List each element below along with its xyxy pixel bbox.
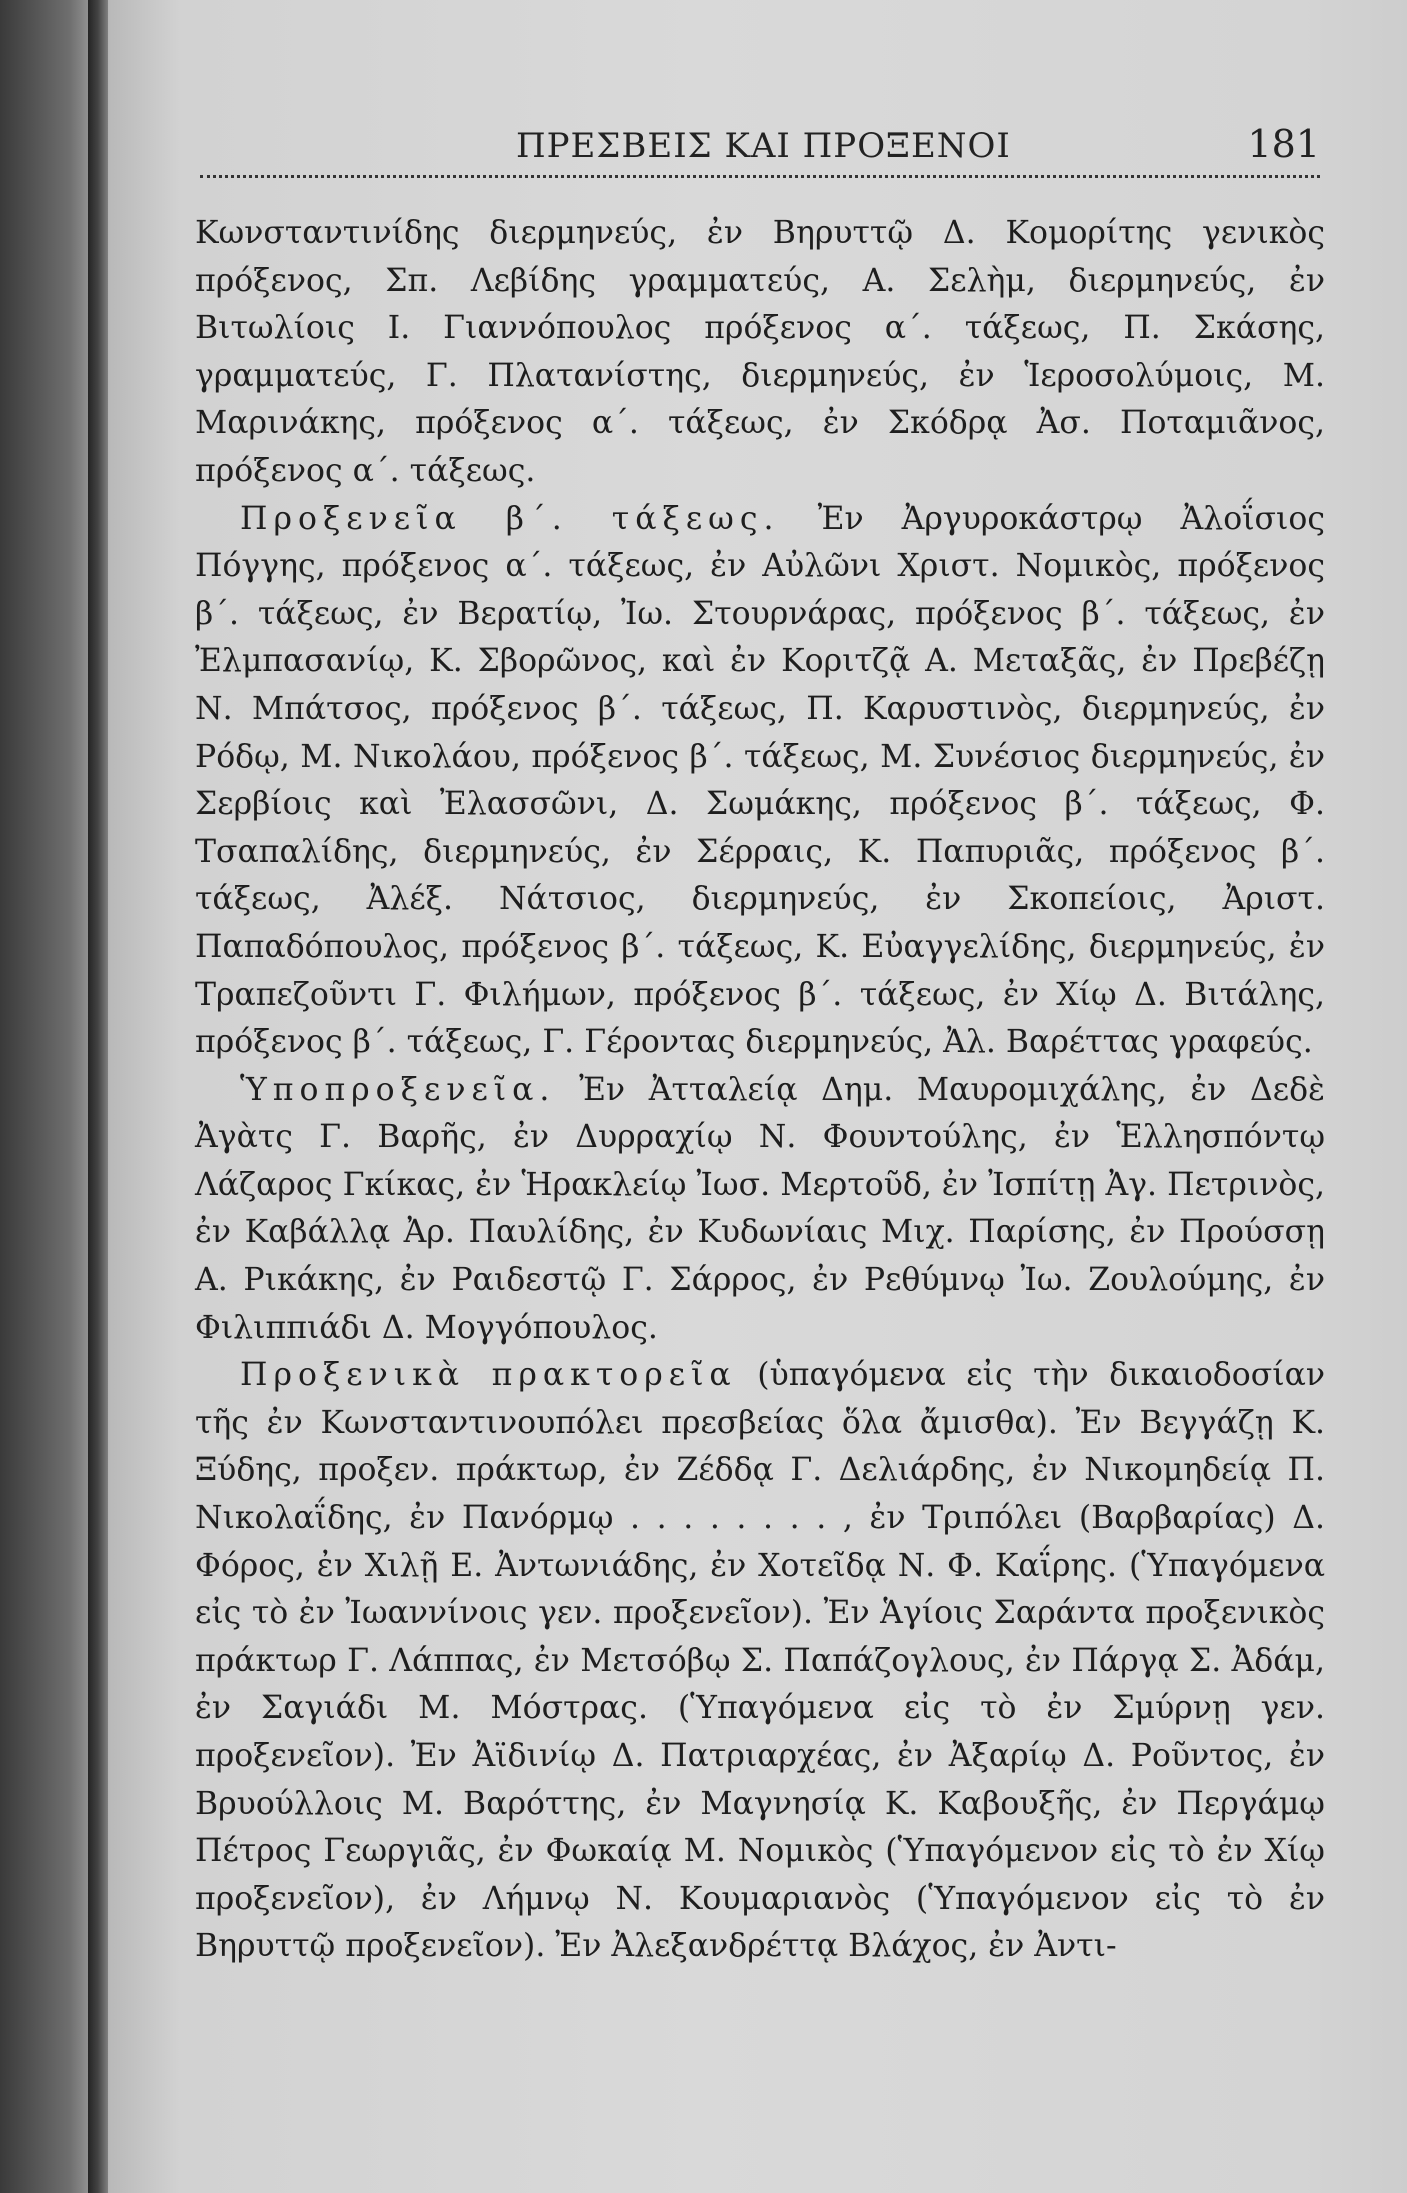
paragraph-text: Κωνσταντινίδης διερμηνεύς, ἐν Βηρυττῷ Δ. Κομορίτης γενικὸς πρόξενος, Σπ. Λεβίδης γραμματεύς, Α. Σελὴμ, διερμηνεύς, ἐν Βιτωλίοις Ι. Γιαννόπουλος πρόξενος α΄. τάξεως, Π. Σκάσης, γραμματεύς, Γ. Πλατανίστης, διερμηνεύς, ἐν Ἱεροσολύμοις, Μ. Μαρινάκης, πρόξενος α΄. τάξεως, ἐν Σκόδρᾳ Ἀσ. Ποταμιᾶνος, πρόξενος α΄. τάξεως. [195, 215, 1325, 489]
paragraph-vice-consulates [195, 1067, 1325, 1353]
paragraph-text: (ὑπαγόμενα εἰς τὴν δικαιοδοσίαν τῆς ἐν Κωνσταντινουπόλει πρεσβείας ὅλα ἄμισθα). Ἐν Βεγγάζῃ Κ. Ξύδης, προξεν. πράκτωρ, ἐν Ζέδδᾳ Γ. Δελιάρδης, ἐν Νικομηδείᾳ Π. Νικολαΐδης, ἐν Πανόρμῳ . . . . . . . . , ἐν Τριπόλει (Βαρβαρίας) Δ. Φόρος, ἐν Χιλῇ Ε. Ἀντωνιάδης, ἐν Χοτεῖδᾳ Ν. Φ. Καΐρης. (Ὑπαγόμενα εἰς τὸ ἐν Ἰωαννίνοις γεν. προξενεῖον). Ἐν Ἁγίοις Σαράντα προξενικὸς πράκτωρ Γ. Λάππας, ἐν Μετσόβῳ Σ. Παπάζογλους, ἐν Πάργᾳ Σ. Ἀδάμ, ἐν Σαγιάδι Μ. Μόστρας. (Ὑπαγόμενα εἰς τὸ ἐν Σμύρνῃ γεν. προξενεῖον). Ἐν Ἀϊδινίῳ Δ. Πατριαρχέας, ἐν Ἀξαρίῳ Δ. Ροῦντος, ἐν Βρυούλλοις Μ. Βαρόττης, ἐν Μαγνησίᾳ Κ. Καβουξῆς, ἐν Περγάμῳ Πέτρος Γεωργιᾶς, ἐν Φωκαίᾳ Μ. Νομικὸς (Ὑπαγόμενον εἰς τὸ ἐν Χίῳ προξενεῖον), ἐν Λήμνῳ Ν. Κουμαριανὸς (Ὑπαγόμενον εἰς τὸ ἐν Βηρυττῷ προξενεῖον). Ἐν Ἀλεξανδρέττᾳ Βλάχος, ἐν Ἀντι- [195, 1357, 1326, 1965]
book-spine-shadow [88, 0, 108, 2193]
paragraph-consulates-second-class [195, 496, 1325, 1067]
section-heading: Προξενεῖα β΄. τάξεως. [240, 500, 780, 537]
page-header [200, 118, 1320, 178]
section-heading: Προξενικὰ πρακτορεῖα [240, 1357, 737, 1394]
header-rule [200, 175, 1320, 178]
paragraph-consular-agencies [195, 1352, 1325, 1971]
page-body [195, 210, 1325, 1971]
paragraph-consulates-continued [195, 210, 1325, 496]
page-number: 181 [1247, 122, 1320, 166]
paragraph-text: Ἐν Ἀτταλείᾳ Δημ. Μαυρομιχάλης, ἐν Δεδὲ Ἀγὰτς Γ. Βαρῆς, ἐν Δυρραχίῳ Ν. Φουντούλης, ἐν Ἑλλησπόντῳ Λάζαρος Γκίκας, ἐν Ἡρακλείῳ Ἰωσ. Μερτοῦδ, ἐν Ἰσπίτῃ Ἀγ. Πετρινὸς, ἐν Καβάλλᾳ Ἀρ. Παυλίδης, ἐν Κυδωνίαις Μιχ. Παρίσης, ἐν Προύσσῃ Α. Ρικάκης, ἐν Ραιδεστῷ Γ. Σάρρος, ἐν Ρεθύμνῳ Ἰω. Ζουλούμης, ἐν Φιλιππιάδι Δ. Μογγόπουλος. [195, 1071, 1325, 1346]
section-heading: Ὑποπροξενεῖα. [240, 1071, 556, 1108]
running-head: ΠΡΕΣΒΕΙΣ ΚΑΙ ΠΡΟΞΕΝΟΙ [516, 126, 1011, 166]
paragraph-text: Ἐν Ἀργυροκάστρῳ Ἀλοΐσιος Πόγγης, πρόξενος α΄. τάξεως, ἐν Αὐλῶνι Χριστ. Νομικὸς, πρόξενος β΄. τάξεως, ἐν Βερατίῳ, Ἰω. Στουρνάρας, πρόξενος β΄. τάξεως, ἐν Ἐλμπασανίῳ, Κ. Σβορῶνος, καὶ ἐν Κοριτζᾷ Α. Μεταξᾶς, ἐν Πρεβέζῃ Ν. Μπάτσος, πρόξενος β΄. τάξεως, Π. Καρυστινὸς, διερμηνεύς, ἐν Ρόδῳ, Μ. Νικολάου, πρόξενος β΄. τάξεως, Μ. Συνέσιος διερμηνεύς, ἐν Σερβίοις καὶ Ἐλασσῶνι, Δ. Σωμάκης, πρόξενος β΄. τάξεως, Φ. Τσαπαλίδης, διερμηνεύς, ἐν Σέρραις, Κ. Παπυριᾶς, πρόξενος β΄. τάξεως, Ἀλέξ. Νάτσιος, διερμηνεύς, ἐν Σκοπείοις, Ἀριστ. Παπαδόπουλος, πρόξενος β΄. τάξεως, Κ. Εὐαγγελίδης, διερμηνεύς, ἐν Τραπεζοῦντι Γ. Φιλήμων, πρόξενος β΄. τάξεως, ἐν Χίῳ Δ. Βιτάλης, πρόξενος β΄. τάξεως, Γ. Γέροντας διερμηνεύς, Ἀλ. Βαρέττας γραφεύς. [195, 500, 1326, 1061]
